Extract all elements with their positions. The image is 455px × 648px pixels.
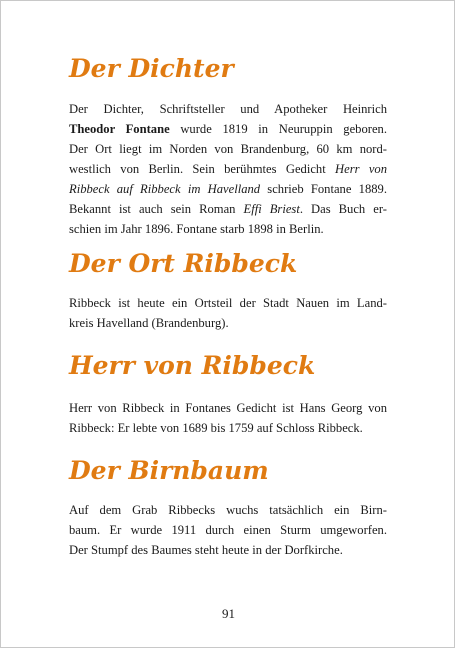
paragraph-der-dichter (69, 99, 387, 239)
text-line: baum. Er wurde 1911 durch einen Sturm umgeworfen. (69, 523, 387, 537)
text-line: kreis Havelland (Brandenburg). (69, 316, 229, 330)
text-line: Ribbeck: Er lebte von 1689 bis 1759 auf Schloss Ribbeck. (69, 421, 363, 435)
paragraph-der-birnbaum (69, 500, 387, 560)
text-line: Theodor Fontane wurde 1819 in Neuruppin geboren. (69, 122, 387, 136)
heading-der-birnbaum: Der Birnbaum (69, 456, 269, 485)
text-line: Der Dichter, Schriftsteller und Apotheker Heinrich (69, 102, 387, 116)
text-line: Herr von Ribbeck in Fontanes Gedicht ist Hans Georg von (69, 401, 387, 415)
heading-herr-von-ribbeck: Herr von Ribbeck (69, 351, 316, 380)
text-line: Bekannt ist auch sein Roman Effi Briest. Das Buch er- (69, 202, 387, 216)
page-number: 91 (222, 606, 235, 621)
paragraph-der-ort-ribbeck (69, 293, 387, 333)
text-line: Der Stumpf des Baumes steht heute in der Dorfkirche. (69, 543, 343, 557)
text-line: Ribbeck auf Ribbeck im Havelland schrieb Fontane 1889. (69, 182, 387, 196)
text-line: westlich von Berlin. Sein berühmtes Gedicht Herr von (69, 162, 388, 176)
heading-der-ort-ribbeck: Der Ort Ribbeck (69, 249, 298, 278)
heading-der-dichter: Der Dichter (69, 54, 234, 83)
text-line: schien im Jahr 1896. Fontane starb 1898 in Berlin. (69, 222, 324, 236)
text-line: Der Ort liegt im Norden von Brandenburg, 60 km nord- (69, 142, 387, 156)
text-line: Ribbeck ist heute ein Ortsteil der Stadt Nauen im Land- (69, 296, 387, 310)
text-line: Auf dem Grab Ribbecks wuchs tatsächlich ein Birn- (69, 503, 387, 517)
paragraph-herr-von-ribbeck (69, 398, 387, 438)
